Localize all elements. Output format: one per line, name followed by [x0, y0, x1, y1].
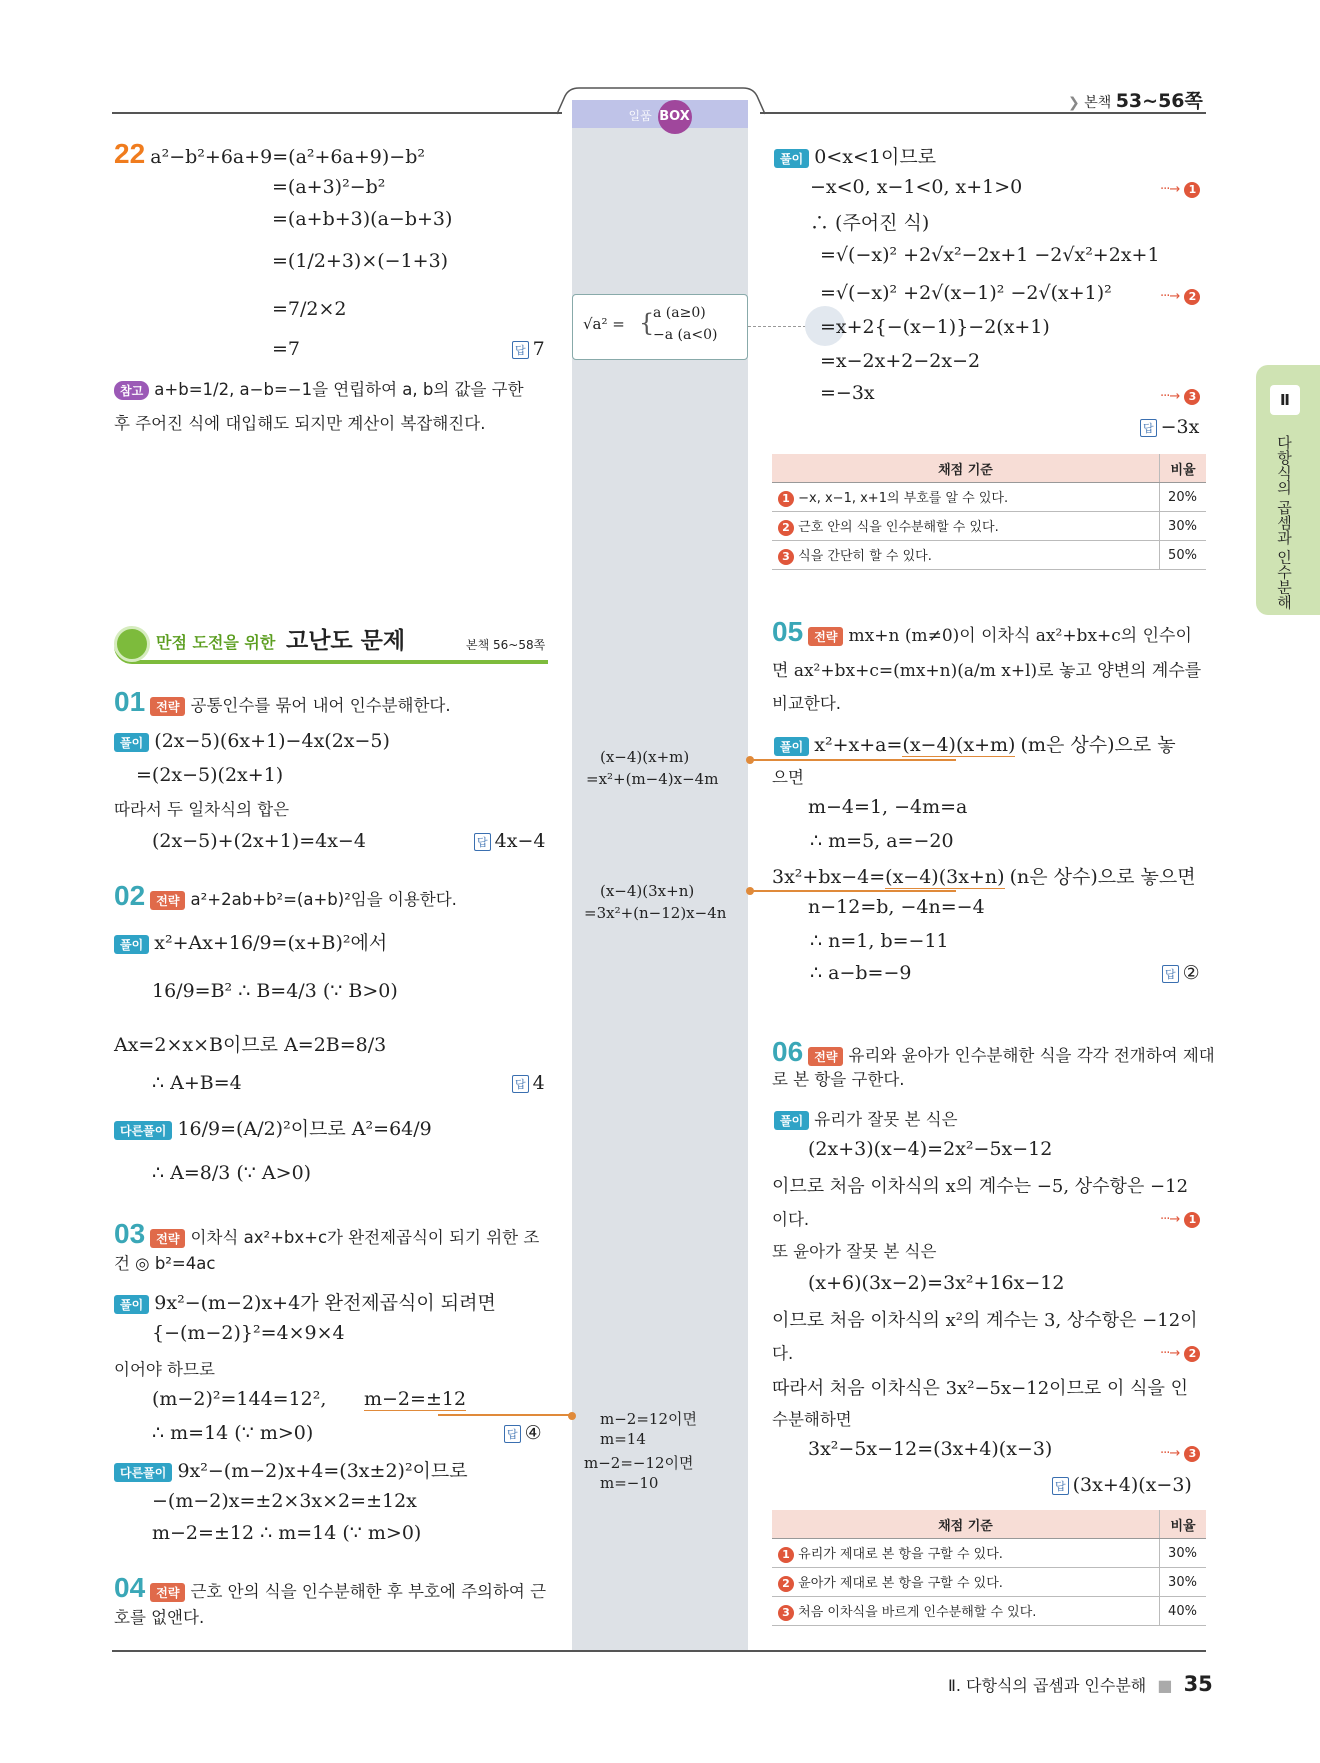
page-element: [750, 759, 956, 761]
page-element: [114, 928, 387, 955]
page-element: ❯: [1068, 95, 1080, 111]
q05-l3: m−4=1, −4m=a: [808, 796, 968, 818]
q05-number: 05: [772, 616, 804, 647]
page-element: [772, 512, 1160, 541]
q01-answer: 4x−4: [494, 830, 546, 852]
q06-lines-0: 유리가 잘못 본 식은: [814, 1110, 958, 1129]
q01-lines-3: (2x−5)+(2x+1)=4x−4: [152, 830, 366, 852]
q05-strategy-tag: 전략: [808, 627, 843, 646]
score1-rows-2-mark: 3: [778, 549, 794, 565]
header-ref-label: 본책: [1084, 95, 1112, 111]
page-element: ···→: [1160, 1346, 1180, 1361]
page-reference: [1068, 86, 1203, 113]
score2-rows-0-pct: 30%: [1160, 1539, 1207, 1568]
page-element: ···→: [1160, 1446, 1180, 1461]
q02-alt-tag: 다른풀이: [114, 1121, 172, 1140]
q02-answer: 4: [532, 1072, 545, 1094]
q02-lines-0: x²+Ax+16/9=(x+B)²에서: [154, 932, 388, 954]
score1-rows-2-pct: 50%: [1160, 541, 1207, 570]
q06-lines-2: 이므로 처음 이차식의 x의 계수는 −5, 상수항은 −12: [772, 1176, 1189, 1197]
page-element: [1052, 1474, 1192, 1496]
p21-solution-marks-0: 1: [1184, 182, 1200, 198]
q05-l1u: (x−4)(x+m): [902, 734, 1016, 756]
p21-solution-lines-3: =√(−x)² +2√x²−2x+1 −2√x²+2x+1: [820, 244, 1160, 266]
p22-lines-5: =7: [272, 338, 301, 360]
q06-number: 06: [772, 1036, 804, 1067]
score1-rows-1-pct: 30%: [1160, 512, 1207, 541]
page-element: [772, 1568, 1160, 1597]
q04-strategy-line2: 호를 없앤다.: [114, 1608, 205, 1627]
chapter-side-tab: [1256, 365, 1320, 615]
q02-sol-tag: 풀이: [114, 935, 149, 954]
score1-rows-2-text: 식을 간단히 할 수 있다.: [798, 549, 932, 564]
page-element: [112, 1650, 1206, 1652]
page-element: [114, 686, 451, 718]
page-element: [512, 1072, 545, 1094]
score1-head: 채점 기준: [772, 454, 1160, 483]
page-element: [772, 483, 1206, 512]
q01-strategy: 공통인수를 묶어 내어 인수분해한다.: [190, 696, 451, 715]
page-element: 3: [1184, 1446, 1200, 1462]
q05-sol-tag: 풀이: [774, 737, 809, 756]
p22-answer: 7: [532, 338, 545, 360]
p21-solution-lines-4: =√(−x)² +2√(x−1)² −2√(x+1)²: [820, 282, 1112, 304]
section-title-big: 고난도 문제: [286, 628, 406, 654]
p21-solution-lines-6: =x−2x+2−2x−2: [820, 350, 981, 372]
footer-page: 35: [1183, 1672, 1213, 1696]
q06-lines-5: (x+6)(3x−2)=3x²+16x−12: [808, 1272, 1065, 1294]
page-element: [772, 1568, 1206, 1597]
q03-strategy-line2: 건 ◎ b²=4ac: [114, 1254, 216, 1273]
page-element: [114, 626, 150, 662]
q03-answer: ④: [524, 1422, 542, 1444]
q04-number: 04: [114, 1572, 146, 1603]
page-element: [114, 1218, 539, 1250]
q06-answer: (3x+4)(x−3): [1072, 1474, 1192, 1496]
page-element: [772, 454, 1206, 570]
page-element: [1162, 962, 1200, 984]
q03-alt-lines-0: 9x²−(m−2)x+4=(3x±2)²이므로: [177, 1460, 468, 1482]
score1-rows-1-mark: 2: [778, 520, 794, 536]
page-element: [114, 1572, 546, 1604]
p21-solution-lines-5: =x+2{−(x−1)}−2(x+1): [820, 316, 1050, 338]
q02-lines-1: 16/9=B² ∴ B=4/3 (∵ B>0): [152, 980, 398, 1002]
q06-lines-8: 따라서 처음 이차식은 3x²−5x−12이므로 이 식을 인: [772, 1378, 1189, 1399]
q06-sol-tag: 풀이: [774, 1111, 809, 1130]
footer: [948, 1672, 1213, 1696]
section-header: [114, 624, 548, 664]
q03-number: 03: [114, 1218, 146, 1249]
page-element: 답: [1052, 1477, 1069, 1495]
q03-lines-0: 9x²−(m−2)x+4가 완전제곱식이 되려면: [154, 1292, 496, 1314]
q02-strategy: a²+2ab+b²=(a+b)²임을 이용한다.: [190, 890, 457, 909]
sqrt-box-case2: −a (a<0): [653, 327, 718, 343]
q06-lines-4: 또 윤아가 잘못 본 식은: [772, 1242, 937, 1261]
q06-lines-9: 수분해하면: [772, 1410, 852, 1429]
q05-l5a: 3x²+bx−4=: [772, 866, 886, 888]
q06-lines-3: 이다.: [772, 1210, 810, 1229]
p21-solution-lines-1: −x<0, x−1<0, x+1>0: [810, 176, 1023, 198]
page-element: [772, 454, 1206, 483]
sqrt-box-case1: a (a≥0): [653, 305, 706, 321]
p22-note-line1: a+b=1/2, a−b=−1을 연립하여 a, b의 값을 구한: [154, 380, 524, 399]
score1-rows-0-mark: 1: [778, 491, 794, 507]
q03-strategy-tag: 전략: [150, 1229, 185, 1248]
score2-rows-0-mark: 1: [778, 1547, 794, 1563]
q03-lines-1: {−(m−2)}²=4×9×4: [152, 1322, 345, 1344]
page-element: [1160, 285, 1200, 305]
page-element: [438, 1414, 574, 1416]
p22-note-tag: 참고: [114, 381, 149, 400]
page-element: [772, 1597, 1206, 1626]
page-element: ■: [1157, 1676, 1173, 1695]
page-element: 1: [1184, 1212, 1200, 1228]
q05-l4: ∴ m=5, a=−20: [810, 830, 954, 852]
q02-strategy-tag: 전략: [150, 891, 185, 910]
q01-number: 01: [114, 686, 146, 717]
page-element: [772, 541, 1206, 570]
footer-chapter: Ⅱ. 다항식의 곱셈과 인수분해: [948, 1676, 1147, 1695]
q06-lines-1: (2x+3)(x−4)=2x²−5x−12: [808, 1138, 1053, 1160]
page-element: 답: [1162, 965, 1179, 983]
q02-lines-2: Ax=2×x×B이므로 A=2B=8/3: [114, 1034, 387, 1056]
section-ref: 본책 56~58쪽: [466, 638, 546, 652]
page-element: [772, 483, 1160, 512]
score2-rows-2-mark: 3: [778, 1605, 794, 1621]
page-element: {: [639, 309, 655, 337]
section-title-small: 만점 도전을 위한: [156, 633, 276, 652]
q04-strategy-tag: 전략: [150, 1583, 185, 1602]
p21-solution-answer: −3x: [1160, 416, 1200, 438]
side-notes-n2-line1: (x−4)(3x+n): [600, 882, 695, 900]
q05-l5u: (x−4)(3x+n): [885, 866, 1005, 888]
q06-strategy-line2: 로 본 항을 구한다.: [772, 1070, 905, 1089]
q03-alt-lines-1: −(m−2)x=±2×3x×2=±12x: [152, 1490, 417, 1512]
q06-lines-7: 다.: [772, 1344, 794, 1363]
p21-solution-marks-2: 3: [1184, 389, 1200, 405]
q03-lines-5: ∴ m=14 (∵ m>0): [152, 1422, 314, 1444]
q03-strategy-line1: 이차식 ax²+bx+c가 완전제곱식이 되기 위한 조: [190, 1228, 540, 1247]
scoring-table-2: [772, 1510, 1206, 1626]
q05-answer: ②: [1182, 962, 1200, 984]
score2-rows-1-pct: 30%: [1160, 1568, 1207, 1597]
page-element: [772, 616, 1192, 648]
q01-lines-1: =(2x−5)(2x+1): [136, 764, 284, 786]
page-element: [774, 1106, 958, 1130]
p21-solution-lines-0: 0<x<1이므로: [814, 146, 937, 168]
p21-solution-tag: 풀이: [774, 149, 809, 168]
page-element: 답: [504, 1425, 521, 1443]
page-element: [114, 1288, 496, 1315]
p22-lines-3: =(1/2+3)×(−1+3): [272, 250, 449, 272]
page-element: [114, 1456, 468, 1483]
score2-head-r: 비율: [1160, 1510, 1207, 1539]
header-box-label-pre: 일품: [628, 109, 652, 123]
page-element: [772, 862, 1196, 889]
page-element: 답: [474, 833, 491, 851]
page-element: [1160, 385, 1200, 405]
header-ref-pages: 53~56쪽: [1115, 90, 1203, 112]
page-element: [1160, 1442, 1200, 1462]
q05-l5b: (n은 상수)으로 놓으면: [1009, 866, 1196, 888]
q05-l7: ∴ n=1, b=−11: [810, 930, 949, 952]
p22-lines-1: =(a+3)²−b²: [272, 176, 386, 198]
side-notes-n3-2: m−2=−12이면: [584, 1454, 694, 1472]
page-element: [750, 890, 956, 892]
q05-strategy-line2: 면 ax²+bx+c=(mx+n)(a/m x+l)로 놓고 양변의 계수를: [772, 661, 1202, 681]
q05-l6: n−12=b, −4n=−4: [808, 896, 985, 918]
q05-strategy-line1: mx+n (m≠0)이 이차식 ax²+bx+c의 인수이: [848, 626, 1192, 646]
page-element: 2: [1184, 1346, 1200, 1362]
box-label: [572, 100, 748, 128]
header-box-label: BOX: [658, 100, 692, 134]
side-notes-n3-0: m−2=12이면: [600, 1410, 697, 1428]
q02-alt-lines-1: ∴ A=8/3 (∵ A>0): [152, 1162, 312, 1184]
page-element: [772, 1539, 1206, 1568]
q02-alt-lines-0: 16/9=(A/2)²이므로 A²=64/9: [177, 1118, 432, 1140]
q02-lines-3: ∴ A+B=4: [152, 1072, 242, 1094]
page-element: [364, 1388, 466, 1410]
sqrt-definition-box: [572, 294, 748, 360]
q05-strategy-line3: 비교한다.: [772, 694, 842, 713]
side-notes-n1-line2: =x²+(m−4)x−4m: [586, 770, 719, 788]
q01-lines-2: 따라서 두 일차식의 합은: [114, 800, 290, 819]
q06-strategy-tag: 전략: [808, 1047, 843, 1066]
page-element: [772, 541, 1160, 570]
score2-rows-1-text: 윤아가 제대로 본 항을 구할 수 있다.: [798, 1576, 1003, 1591]
q03-lines-3: (m−2)²=144=12²,: [152, 1388, 327, 1410]
q04-strategy-line1: 근호 안의 식을 인수분해한 후 부호에 주의하여 근: [190, 1582, 547, 1601]
q05-l2: 으면: [772, 768, 804, 787]
q03-sol-tag: 풀이: [114, 1295, 149, 1314]
page-element: [474, 830, 545, 852]
p22-number: 22: [114, 138, 146, 169]
side-notes-n1-line1: (x−4)(x+m): [600, 748, 690, 766]
q02-number: 02: [114, 880, 146, 911]
p22-note-line2: 후 주어진 식에 대입해도 되지만 계산이 복잡해진다.: [114, 414, 486, 433]
q06-strategy-line1: 유리와 윤아가 인수분해한 식을 각각 전개하여 제대: [848, 1046, 1215, 1065]
page-element: ···→: [1160, 1212, 1180, 1227]
page-element: [772, 1510, 1206, 1626]
page-element: [772, 1510, 1206, 1539]
page-element: [1160, 1342, 1200, 1362]
page-element: [112, 112, 562, 114]
p21-solution-lines-7: =−3x: [820, 382, 875, 404]
page-element: 답: [1140, 419, 1157, 437]
q06-lines-10: 3x²−5x−12=(3x+4)(x−3): [808, 1438, 1053, 1460]
sqrt-box-left: √a² =: [583, 315, 625, 333]
page-element: [114, 880, 457, 912]
page-element: [114, 730, 390, 752]
q03-lines-4: m−2=±12: [364, 1388, 467, 1410]
p22-lines-2: =(a+b+3)(a−b+3): [272, 208, 453, 230]
score2-head: 채점 기준: [772, 1510, 1160, 1539]
q03-lines-2: 이어야 하므로: [114, 1360, 215, 1379]
page-element: [568, 1412, 576, 1420]
page-element: [772, 1539, 1160, 1568]
q03-alt-tag: 다른풀이: [114, 1463, 172, 1482]
problem-22: [114, 138, 425, 170]
page-element: 답: [512, 341, 529, 359]
score1-head-r: 비율: [1160, 454, 1207, 483]
page-element: [512, 338, 545, 360]
page-element: [114, 376, 524, 400]
p21-solution-marks-1: 2: [1184, 289, 1200, 305]
side-tab-title: 다항식의 곱셈과 인수분해: [1275, 435, 1293, 610]
page-element: ···→: [1160, 182, 1180, 197]
score2-rows-1-mark: 2: [778, 1576, 794, 1592]
q05-l8: ∴ a−b=−9: [810, 962, 912, 984]
q01-sol-tag: 풀이: [114, 733, 149, 752]
p22-lines-0: a²−b²+6a+9=(a²+6a+9)−b²: [150, 146, 425, 168]
score2-rows-2-pct: 40%: [1160, 1597, 1207, 1626]
score2-rows-2-text: 처음 이차식을 바르게 인수분해할 수 있다.: [798, 1605, 1037, 1620]
page-element: [748, 326, 806, 327]
page-element: 답: [512, 1075, 529, 1093]
page-element: [774, 730, 1176, 757]
side-notes-n2-line2: =3x²+(n−12)x−4n: [584, 904, 727, 922]
score1-rows-0-pct: 20%: [1160, 483, 1207, 512]
p21-solution-lines-2: ∴ (주어진 식): [810, 212, 930, 234]
side-notes-n3-3: m=−10: [600, 1474, 659, 1492]
page-element: [114, 1114, 432, 1141]
q01-strategy-tag: 전략: [150, 697, 185, 716]
side-notes-n3-1: m=14: [600, 1430, 646, 1448]
scoring-table-1: [772, 454, 1206, 570]
page-element: [504, 1422, 542, 1444]
score1-rows-1-text: 근호 안의 식을 인수분해할 수 있다.: [798, 520, 999, 535]
side-tab-roman: Ⅱ: [1270, 385, 1300, 415]
page-element: ···→: [1160, 289, 1180, 304]
q05-l1b: (m은 상수)으로 놓: [1020, 734, 1176, 756]
q05-l1a: x²+x+a=: [814, 734, 903, 756]
page-element: [772, 1597, 1160, 1626]
page-element: [774, 142, 936, 169]
page-element: [1160, 1208, 1200, 1228]
q03-alt-lines-2: m−2=±12 ∴ m=14 (∵ m>0): [152, 1522, 422, 1544]
page-element: [1160, 178, 1200, 198]
page-element: [772, 1036, 1215, 1068]
score2-rows-0-text: 유리가 제대로 본 항을 구할 수 있다.: [798, 1547, 1003, 1562]
p22-lines-4: =7/2×2: [272, 298, 347, 320]
q01-lines-0: (2x−5)(6x+1)−4x(2x−5): [154, 730, 390, 752]
q06-lines-6: 이므로 처음 이차식의 x²의 계수는 3, 상수항은 −12이: [772, 1310, 1198, 1331]
score1-rows-0-text: −x, x−1, x+1의 부호를 알 수 있다.: [798, 491, 1009, 506]
page-element: [1140, 416, 1199, 438]
page-element: [772, 512, 1206, 541]
page-element: ···→: [1160, 389, 1180, 404]
